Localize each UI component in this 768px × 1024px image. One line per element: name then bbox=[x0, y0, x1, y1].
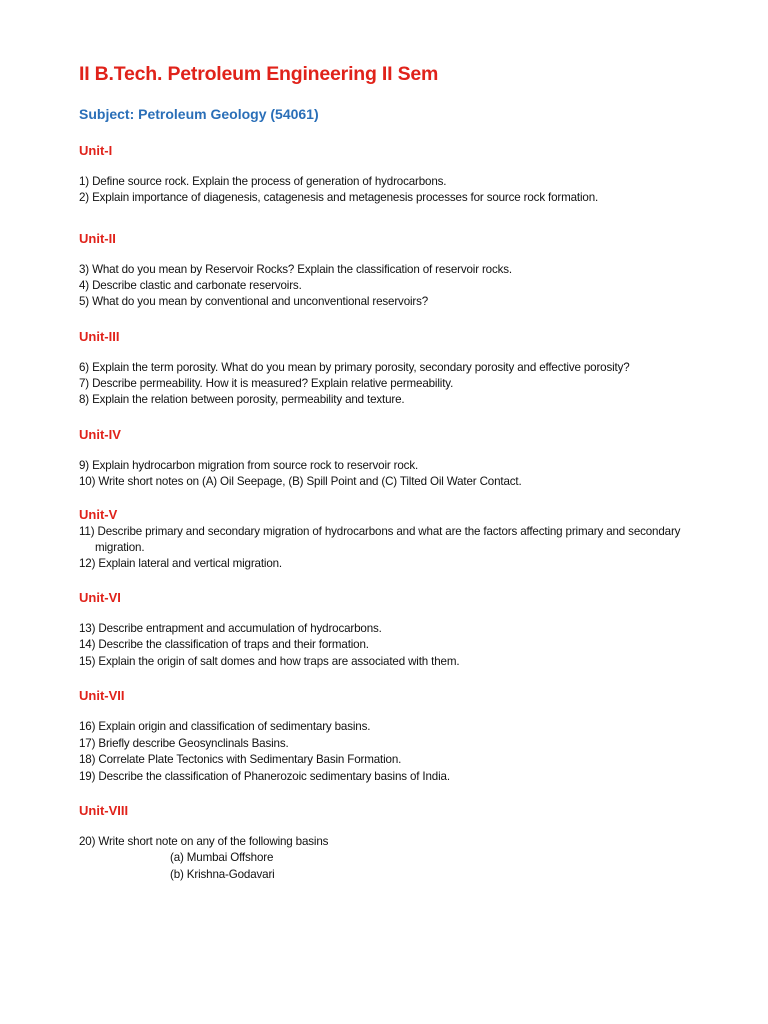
question-item: 16) Explain origin and classification of sedimentary basins. bbox=[79, 720, 371, 733]
question-item: 11) Describe primary and secondary migration of hydrocarbons and what are the factors affecting primary and secondary bbox=[79, 525, 681, 538]
sub-option: (a) Mumbai Offshore bbox=[170, 851, 274, 864]
question-item: 19) Describe the classification of Phanerozoic sedimentary basins of India. bbox=[79, 770, 450, 783]
unit-heading: Unit-IV bbox=[79, 427, 121, 442]
document-title: II B.Tech. Petroleum Engineering II Sem bbox=[79, 63, 439, 85]
question-item: 12) Explain lateral and vertical migration. bbox=[79, 557, 282, 570]
question-item: 20) Write short note on any of the following basins bbox=[79, 835, 329, 848]
question-item: 18) Correlate Plate Tectonics with Sedimentary Basin Formation. bbox=[79, 753, 402, 766]
question-item: 2) Explain importance of diagenesis, catagenesis and metagenesis processes for source rock formation. bbox=[79, 191, 599, 204]
question-item: 3) What do you mean by Reservoir Rocks? Explain the classification of reservoir rocks. bbox=[79, 263, 512, 276]
subject-line: Subject: Petroleum Geology (54061) bbox=[79, 106, 319, 122]
question-item: 6) Explain the term porosity. What do you mean by primary porosity, secondary porosity and effective porosity? bbox=[79, 361, 630, 374]
unit-heading: Unit-III bbox=[79, 329, 120, 344]
unit-heading: Unit-I bbox=[79, 143, 113, 158]
unit-heading: Unit-II bbox=[79, 231, 116, 246]
question-item: 14) Describe the classification of traps and their formation. bbox=[79, 638, 369, 651]
unit-heading: Unit-V bbox=[79, 507, 118, 522]
question-item: 9) Explain hydrocarbon migration from source rock to reservoir rock. bbox=[79, 459, 419, 472]
unit-heading: Unit-VIII bbox=[79, 803, 129, 818]
question-item: 1) Define source rock. Explain the process of generation of hydrocarbons. bbox=[79, 175, 447, 188]
question-item: 17) Briefly describe Geosynclinals Basins. bbox=[79, 737, 289, 750]
question-continuation: migration. bbox=[95, 541, 145, 554]
question-item: 10) Write short notes on (A) Oil Seepage, (B) Spill Point and (C) Tilted Oil Water Contact. bbox=[79, 475, 522, 488]
unit-heading: Unit-VI bbox=[79, 590, 121, 605]
question-item: 7) Describe permeability. How it is measured? Explain relative permeability. bbox=[79, 377, 454, 390]
unit-heading: Unit-VII bbox=[79, 688, 125, 703]
question-item: 4) Describe clastic and carbonate reservoirs. bbox=[79, 279, 302, 292]
question-item: 15) Explain the origin of salt domes and how traps are associated with them. bbox=[79, 655, 460, 668]
question-item: 5) What do you mean by conventional and unconventional reservoirs? bbox=[79, 295, 429, 308]
question-item: 13) Describe entrapment and accumulation of hydrocarbons. bbox=[79, 622, 382, 635]
question-item: 8) Explain the relation between porosity, permeability and texture. bbox=[79, 393, 405, 406]
sub-option: (b) Krishna-Godavari bbox=[170, 868, 275, 881]
